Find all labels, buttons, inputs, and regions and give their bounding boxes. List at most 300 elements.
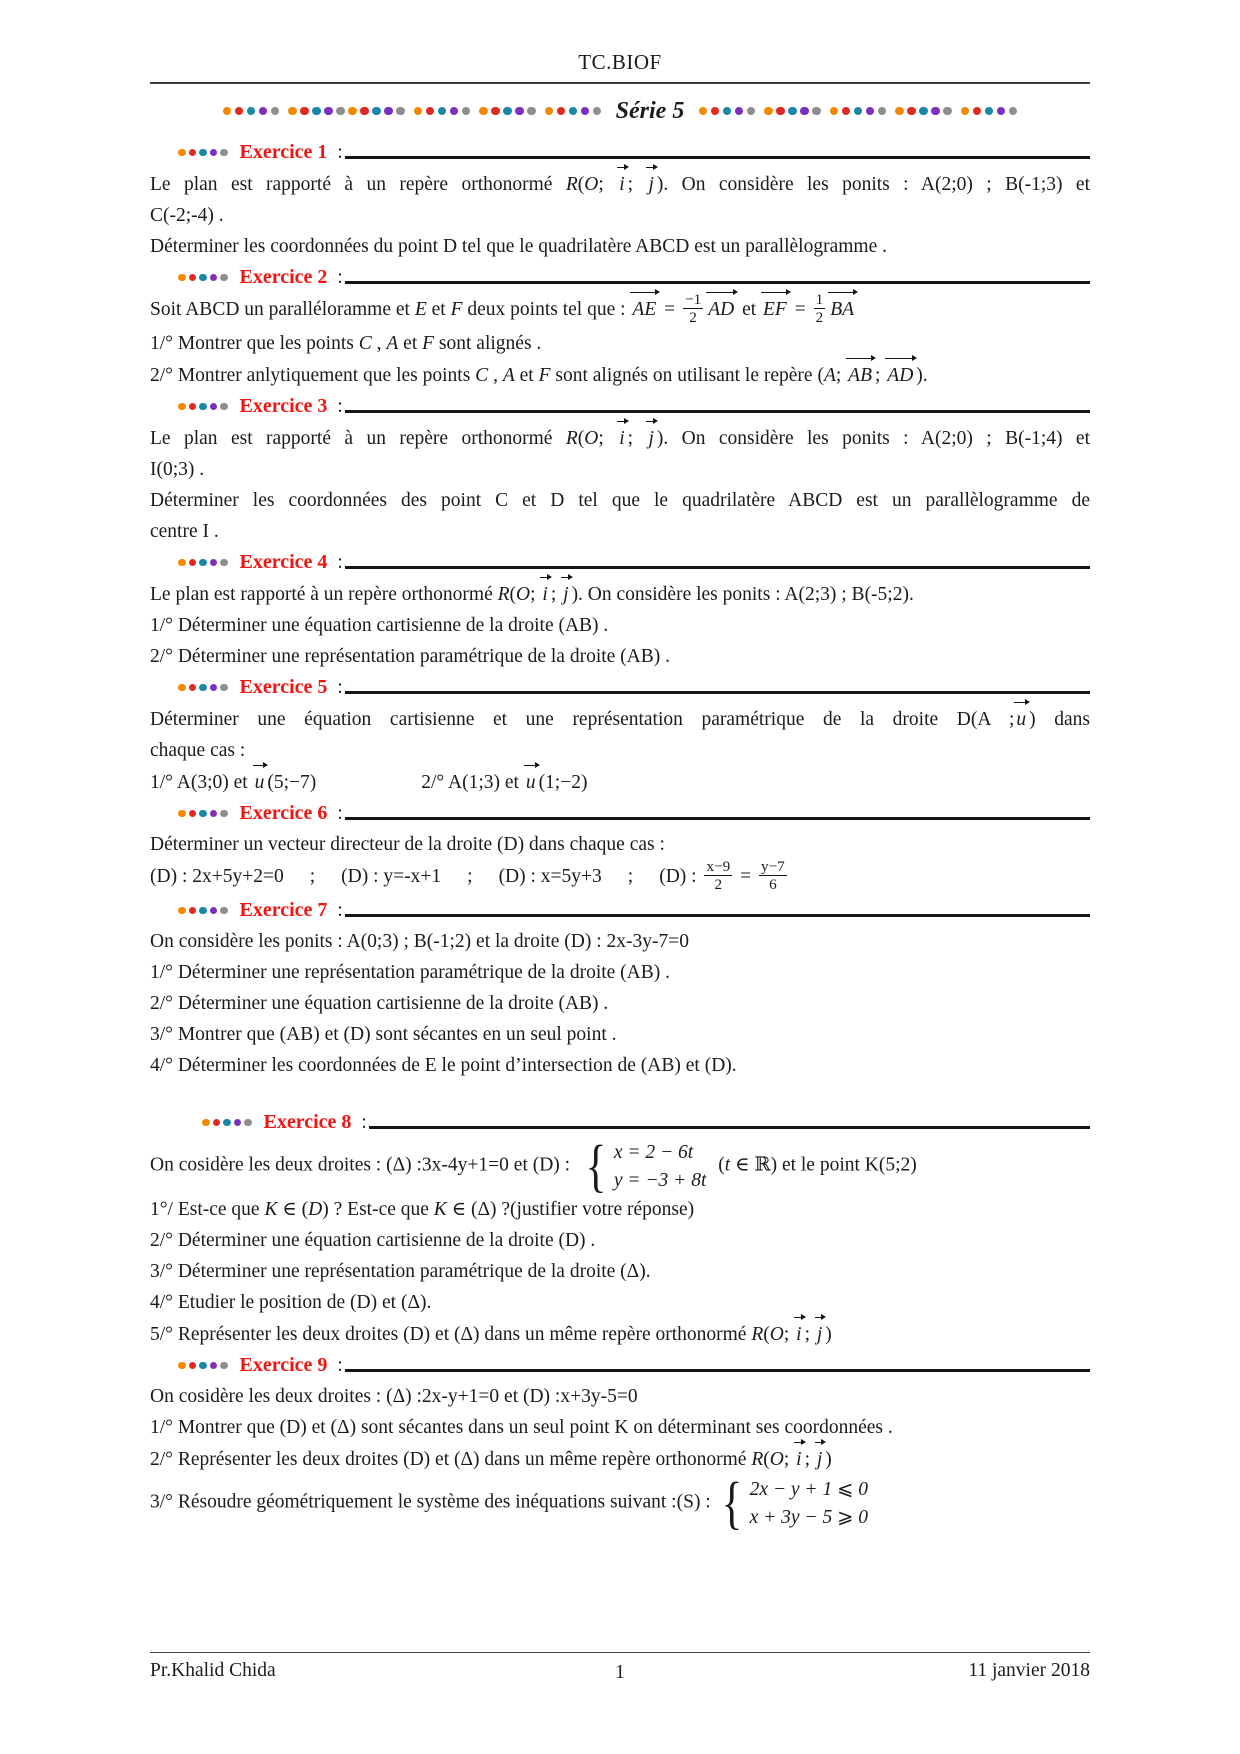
exercise-header — [150, 895, 1090, 926]
decor-dot — [189, 684, 197, 692]
vector-notation: u — [1014, 703, 1029, 735]
exercise-header-dots — [178, 810, 228, 818]
text-run: 1/° Déterminer une représentation paramétrique de la droite (AB) . — [150, 962, 671, 984]
text-run: On cosidère les deux droites : (Δ) :2x-y+1=0 et (D) :x+3y-5=0 — [150, 1386, 638, 1408]
exercise-header — [150, 1350, 1090, 1381]
decor-dot — [943, 107, 952, 116]
math-italic: O — [769, 1324, 784, 1346]
decor-dot — [199, 1362, 207, 1370]
fraction-denominator: 2 — [714, 876, 723, 894]
system-equation-line: 2x − y + 1 ⩽ 0 — [749, 1478, 869, 1500]
vector-notation: i — [540, 578, 550, 610]
decor-dot — [569, 107, 578, 116]
text-run: sont alignés on utilisant le repère ( — [550, 365, 824, 387]
exercise-line — [150, 1019, 1090, 1050]
decor-dot — [788, 107, 797, 116]
exercise-header-dots — [178, 907, 228, 915]
exercise-line — [150, 485, 1090, 516]
exercise-header — [150, 547, 1090, 578]
text-run: (D) : x=5y+3 — [498, 866, 602, 888]
vector-notation: i — [617, 422, 627, 454]
exercise-colon: : — [337, 1354, 343, 1376]
exercise-line — [150, 293, 1090, 328]
decor-dot — [210, 1362, 218, 1370]
fraction — [814, 291, 826, 326]
exercise-line — [150, 328, 1090, 359]
exercise-line — [150, 926, 1090, 957]
decor-dot — [178, 403, 186, 411]
text-run: 1/° Déterminer une équation cartisienne de la droite (AB) . — [150, 615, 609, 637]
text-run: ; — [875, 365, 886, 387]
dot-group — [545, 107, 602, 116]
decorative-dots-right — [694, 107, 1022, 116]
equation-system — [582, 1133, 707, 1199]
math-italic: F — [422, 333, 435, 355]
vector-notation: AB — [846, 359, 875, 391]
decor-dot — [210, 149, 218, 157]
vector-notation: EF — [761, 293, 790, 325]
decor-dot — [800, 107, 809, 116]
document-title: TC.BIOF — [578, 50, 662, 74]
vector-notation: j — [815, 1443, 825, 1475]
decor-dot — [735, 107, 744, 116]
decor-dot — [491, 107, 500, 116]
fraction-numerator: x−9 — [706, 858, 731, 876]
exercise-rule — [345, 817, 1090, 820]
exercise-header — [150, 798, 1090, 829]
exercise-line — [150, 1225, 1090, 1256]
text-run: = — [659, 299, 680, 320]
math-italic: R — [751, 1324, 764, 1346]
exercise-line — [150, 703, 1090, 735]
exercise-rule — [345, 281, 1090, 284]
exercise-line — [150, 1412, 1090, 1443]
fraction — [683, 291, 703, 326]
text-run: ∈ ( — [277, 1199, 309, 1221]
text-run: 2/° Déterminer une représentation paramétrique de la droite (AB) . — [150, 646, 671, 668]
decor-dot — [961, 107, 970, 116]
text-run: ; — [598, 428, 618, 450]
decor-dot — [199, 684, 207, 692]
decor-dot — [259, 107, 268, 116]
decor-dot — [812, 107, 821, 116]
series-banner — [150, 97, 1090, 125]
exercise-line — [150, 610, 1090, 641]
exercise-colon: : — [361, 1111, 367, 1133]
exercise-colon: : — [337, 395, 343, 417]
text-run: ( — [577, 428, 585, 450]
exercise-line — [150, 1287, 1090, 1318]
decor-dot — [271, 107, 280, 116]
dot-group — [414, 107, 471, 116]
exercise-label: Exercice 1 — [239, 141, 328, 163]
exercise-section — [150, 1107, 1090, 1350]
exercise-line — [150, 231, 1090, 262]
decor-dot — [202, 1119, 210, 1127]
text-run: Soit ABCD un paralléloramme et — [150, 299, 415, 320]
text-run: et — [737, 299, 762, 320]
exercise-header-dots — [178, 149, 228, 157]
footer-date: 11 janvier 2018 — [968, 1660, 1090, 1681]
text-run: ( — [577, 174, 585, 195]
decor-dot — [199, 907, 207, 915]
text-run: et — [514, 365, 539, 387]
text-run: On cosidère les deux droites : (Δ) :3x-4y+1=0 et (D) : — [150, 1154, 575, 1176]
decor-dot — [178, 274, 186, 282]
vector-notation: u — [524, 766, 539, 798]
fraction-denominator: 2 — [689, 309, 697, 327]
decor-dot — [360, 107, 369, 116]
exercise-line — [150, 454, 1090, 485]
decor-dot — [220, 810, 228, 818]
text-run: ). On considère les ponits : A(2;0) ; B(-1;4) et — [656, 428, 1090, 450]
vector-notation: j — [646, 168, 656, 200]
text-run: 1/° Montrer que les points — [150, 333, 359, 355]
page-footer — [150, 1652, 1090, 1682]
fraction — [704, 858, 732, 893]
dot-group — [961, 107, 1018, 116]
math-italic: K — [433, 1199, 447, 1221]
decor-dot — [527, 107, 536, 116]
decor-dot — [300, 107, 309, 116]
text-run: ; — [804, 1449, 815, 1471]
system-equation-line: y = −3 + 8t — [613, 1169, 707, 1191]
math-italic: D — [308, 1199, 323, 1221]
exercise-label: Exercice 3 — [239, 395, 328, 418]
decorative-dots-left — [218, 107, 606, 116]
exercise-colon: : — [337, 899, 343, 921]
decor-dot — [414, 107, 423, 116]
exercise-rule — [345, 566, 1090, 569]
decor-dot — [830, 107, 839, 116]
decor-dot — [907, 107, 916, 116]
decor-dot — [189, 274, 197, 282]
decor-dot — [178, 559, 186, 567]
vector-notation: AE — [630, 293, 659, 325]
decor-dot — [220, 149, 228, 157]
exercise-line — [150, 1318, 1090, 1350]
exercise-rule — [345, 410, 1090, 413]
text-run: ; — [309, 866, 316, 888]
exercise-line — [150, 359, 1090, 391]
dot-group — [895, 107, 952, 116]
exercise-line — [150, 735, 1090, 766]
decor-dot — [699, 107, 708, 116]
exercise-colon: : — [337, 676, 343, 698]
fraction-numerator: 1 — [815, 291, 824, 309]
decor-dot — [479, 107, 488, 116]
decor-dot — [462, 107, 471, 116]
decor-dot — [895, 107, 904, 116]
exercise-line — [150, 578, 1090, 610]
text-run: ∈ ℝ) et le point K(5;2) — [730, 1154, 917, 1176]
decor-dot — [189, 559, 197, 567]
page-header — [0, 0, 1240, 125]
exercise-section — [150, 798, 1090, 895]
decor-dot — [711, 107, 720, 116]
system-equation-line: x = 2 − 6t — [613, 1141, 694, 1163]
footer-page-number: 1 — [615, 1662, 625, 1683]
decor-dot — [336, 107, 345, 116]
exercise-label: Exercice 2 — [239, 266, 328, 288]
math-italic: R — [565, 174, 578, 195]
fraction-numerator: −1 — [685, 291, 702, 309]
decor-dot — [985, 107, 994, 116]
text-run: 2/° Déterminer une équation cartisienne de la droite (D) . — [150, 1230, 596, 1252]
dot-group — [830, 107, 887, 116]
decor-dot — [581, 107, 590, 116]
vector-notation: i — [794, 1443, 804, 1475]
decor-dot — [178, 907, 186, 915]
text-run: 1°/ Est-ce que — [150, 1199, 265, 1221]
decor-dot — [199, 274, 207, 282]
decor-dot — [210, 684, 218, 692]
decor-dot — [189, 907, 197, 915]
exercise-rule — [345, 691, 1090, 694]
series-title: Série 5 — [615, 97, 685, 124]
exercise-header — [150, 672, 1090, 703]
text-run: ; — [598, 174, 618, 195]
decor-dot — [931, 107, 940, 116]
decor-dot — [220, 907, 228, 915]
exercise-label: Exercice 5 — [239, 676, 328, 699]
math-italic: K — [264, 1199, 278, 1221]
text-run: ). On considère les ponits : A(2;0) ; B(-1;3) et — [656, 174, 1090, 195]
exercise-header — [150, 137, 1090, 168]
text-run: = — [735, 866, 756, 888]
exercise-section — [150, 672, 1090, 798]
text-run: ) ? Est-ce que — [322, 1199, 434, 1221]
vector-notation: BA — [828, 293, 857, 325]
exercise-colon: : — [337, 266, 343, 288]
decor-dot — [199, 149, 207, 157]
text-run: 4/° Etudier le position de (D) et (Δ). — [150, 1292, 432, 1314]
system-equations — [750, 1477, 868, 1530]
exercise-line — [150, 422, 1090, 454]
text-run: Le plan est rapporté à un repère orthonormé — [150, 584, 498, 606]
decor-dot — [747, 107, 756, 116]
exercise-header-dots — [178, 274, 228, 282]
dot-group — [223, 107, 280, 116]
decor-dot — [210, 274, 218, 282]
text-run: 3/° Résoudre géométriquement le système des inéquations suivant :(S) : — [150, 1491, 711, 1513]
text-run: ). — [916, 365, 928, 387]
decor-dot — [220, 403, 228, 411]
decor-dot — [189, 403, 197, 411]
exercise-section — [150, 391, 1090, 547]
decor-dot — [515, 107, 524, 116]
exercise-header — [150, 1107, 1090, 1138]
decor-dot — [593, 107, 602, 116]
decor-dot — [723, 107, 732, 116]
exercise-line — [150, 168, 1090, 200]
decor-dot — [557, 107, 566, 116]
decor-dot — [189, 810, 197, 818]
exercise-section — [150, 1350, 1090, 1536]
decor-dot — [247, 107, 256, 116]
text-run: , — [488, 365, 503, 387]
text-run: ) — [825, 1324, 832, 1346]
exercise-header-dots — [178, 684, 228, 692]
text-run: I(0;3) . — [150, 459, 205, 481]
text-run: (1;−2) — [538, 772, 588, 794]
decor-dot — [450, 107, 459, 116]
decor-dot — [220, 559, 228, 567]
decor-dot — [384, 107, 393, 116]
fraction-numerator: y−7 — [761, 858, 785, 876]
system-brace: { — [585, 1133, 607, 1199]
math-italic: R — [565, 428, 578, 450]
decor-dot — [178, 149, 186, 157]
decor-dot — [223, 107, 232, 116]
text-run: 1/° Montrer que (D) et (Δ) sont sécantes dans un seul point K on déterminant ses coordonnées . — [150, 1417, 893, 1439]
text-run: (D) : — [659, 866, 702, 888]
text-run: ; — [550, 584, 562, 606]
text-run: Déterminer les coordonnées du point D tel que le quadrilatère ABCD est un parallèlogramme . — [150, 236, 887, 257]
exercise-section — [150, 137, 1090, 262]
exercise-header — [150, 391, 1090, 422]
decor-dot — [210, 907, 218, 915]
decor-dot — [288, 107, 297, 116]
text-run: ( — [509, 584, 517, 606]
text-run: ; — [627, 174, 647, 195]
exercise-section — [150, 895, 1090, 1081]
exercise-line — [150, 1256, 1090, 1287]
fraction — [759, 858, 787, 893]
text-run: ; — [835, 365, 847, 387]
math-italic: A — [502, 365, 515, 387]
system-brace: { — [721, 1470, 743, 1536]
exercise-line — [150, 829, 1090, 860]
exercise-header-dots — [178, 559, 228, 567]
header-rule — [150, 82, 1090, 84]
text-run: deux points tel que : — [462, 299, 631, 320]
text-run: On considère les ponits : A(0;3) ; B(-1;2) et la droite (D) : 2x-3y-7=0 — [150, 931, 690, 953]
exercise-line — [150, 641, 1090, 672]
exercise-label: Exercice 4 — [239, 551, 328, 574]
exercise-colon: : — [337, 802, 343, 824]
decor-dot — [372, 107, 381, 116]
exercise-line — [150, 1050, 1090, 1081]
exercise-line — [150, 957, 1090, 988]
decor-dot — [866, 107, 875, 116]
text-run: ( — [763, 1324, 770, 1346]
decor-dot — [348, 107, 357, 116]
text-run: = — [789, 299, 811, 320]
math-italic: t — [724, 1154, 731, 1176]
text-run: ; — [530, 584, 541, 606]
math-italic: F — [450, 299, 463, 320]
decor-dot — [189, 1362, 197, 1370]
decor-dot — [235, 107, 244, 116]
text-run: 1/° A(3;0) et — [150, 772, 253, 794]
math-italic: O — [516, 584, 531, 606]
text-run: ; — [804, 1324, 815, 1346]
decor-dot — [1009, 107, 1018, 116]
exercise-label: Exercice 7 — [239, 899, 328, 922]
decor-dot — [210, 403, 218, 411]
math-italic: R — [497, 584, 510, 606]
math-italic: E — [414, 299, 427, 320]
exercise-line — [150, 1470, 1090, 1536]
exercise-line — [150, 200, 1090, 231]
exercise-rule — [345, 156, 1090, 159]
math-italic: O — [769, 1449, 784, 1471]
math-italic: R — [751, 1449, 764, 1471]
exercise-line — [150, 1443, 1090, 1475]
exercises-container — [150, 137, 1090, 1536]
text-run: ; — [627, 428, 647, 450]
exercise-label: Exercice 8 — [263, 1111, 352, 1134]
math-italic: C — [358, 333, 372, 355]
decor-dot — [776, 107, 785, 116]
exercise-header — [150, 262, 1090, 293]
text-run: chaque cas : — [150, 740, 246, 762]
text-run: (D) : y=-x+1 — [341, 866, 442, 888]
vector-notation: u — [253, 766, 268, 798]
exercise-line — [150, 1381, 1090, 1412]
exercise-line — [150, 988, 1090, 1019]
vector-notation: AD — [885, 359, 916, 391]
decor-dot — [324, 107, 333, 116]
fraction-denominator: 6 — [769, 876, 777, 894]
text-run: Déterminer un vecteur directeur de la droite (D) dans chaque cas : — [150, 834, 665, 856]
math-italic: A — [823, 365, 836, 387]
math-italic: O — [584, 428, 599, 450]
text-run: Le plan est rapporté à un repère orthonormé — [150, 428, 566, 450]
exercise-rule — [345, 1369, 1090, 1372]
dot-group — [699, 107, 756, 116]
decor-dot — [178, 1362, 186, 1370]
decor-dot — [199, 810, 207, 818]
decor-dot — [854, 107, 863, 116]
decor-dot — [973, 107, 982, 116]
text-run: (D) : 2x+5y+2=0 — [150, 866, 284, 888]
decor-dot — [210, 559, 218, 567]
decor-dot — [220, 1362, 228, 1370]
decor-dot — [396, 107, 405, 116]
text-run: ; — [467, 866, 473, 888]
text-run: ( — [763, 1449, 770, 1471]
text-run: et — [426, 299, 451, 320]
decor-dot — [764, 107, 773, 116]
text-run: ; — [627, 866, 634, 888]
text-run: ; — [783, 1324, 795, 1346]
exercise-section — [150, 262, 1090, 391]
decor-dot — [234, 1119, 242, 1127]
text-run: 3/° Montrer que (AB) et (D) sont sécantes en un seul point . — [150, 1024, 617, 1046]
text-run: 4/° Déterminer les coordonnées de E le point d’intersection de (AB) et (D). — [150, 1055, 737, 1077]
decor-dot — [545, 107, 554, 116]
decor-dot — [312, 107, 321, 116]
decor-dot — [220, 274, 228, 282]
text-run: ∈ (Δ) ?(justifier votre réponse) — [446, 1199, 695, 1221]
exercise-header-dots — [178, 1362, 228, 1370]
decor-dot — [189, 149, 197, 157]
decor-dot — [210, 810, 218, 818]
text-run: C(-2;-4) . — [150, 205, 224, 226]
decor-dot — [997, 107, 1006, 116]
vector-notation: j — [561, 578, 571, 610]
exercise-label: Exercice 6 — [239, 802, 328, 825]
decor-dot — [178, 684, 186, 692]
decor-dot — [178, 810, 186, 818]
exercise-line — [150, 1133, 1090, 1199]
dot-group — [764, 107, 821, 116]
dot-group — [479, 107, 536, 116]
text-run: 2/° Montrer anlytiquement que les points — [150, 365, 476, 387]
fraction-denominator: 2 — [815, 309, 824, 327]
